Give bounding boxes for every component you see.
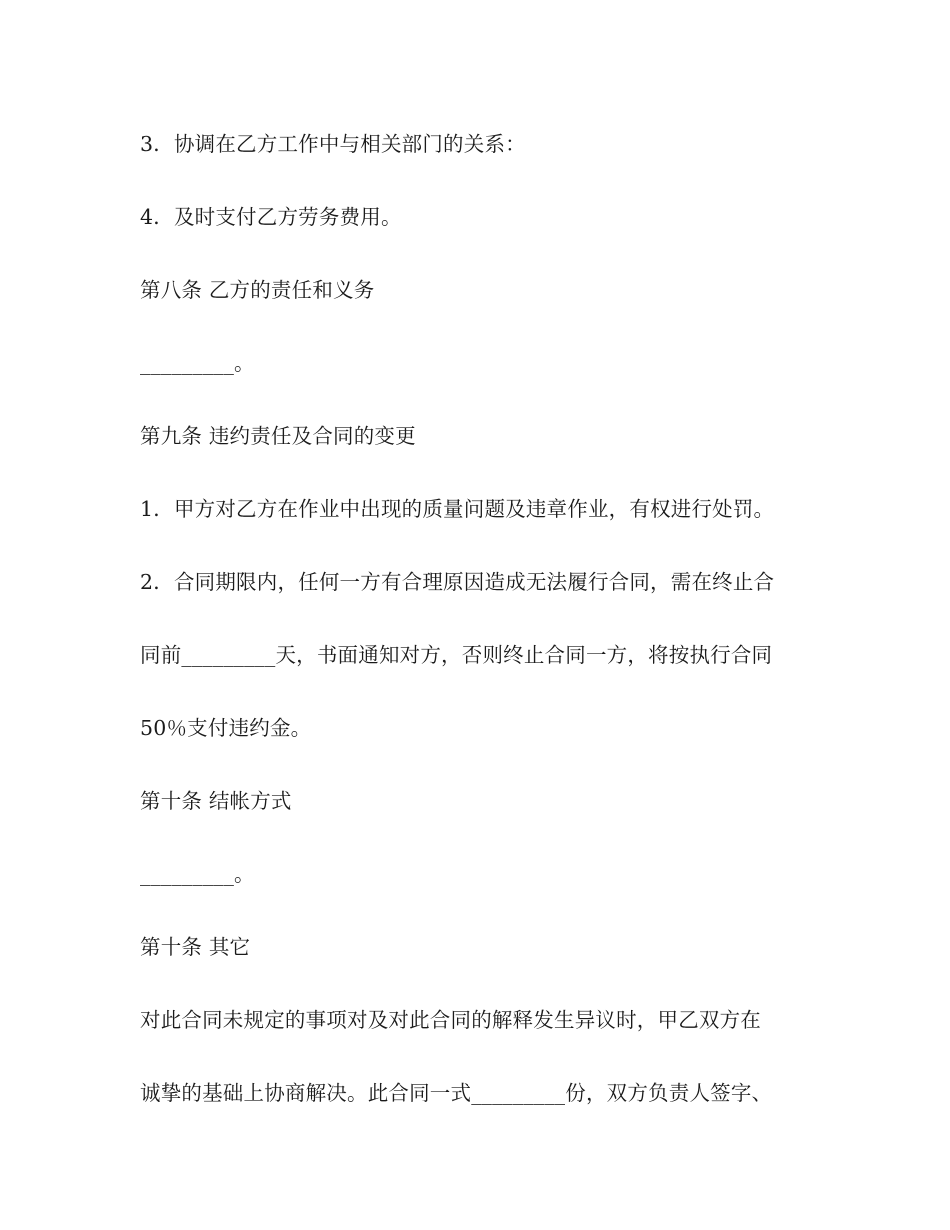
article-9-item-2-cont: 同前_________天，书面通知对方，否则终止合同一方，将按执行合同	[140, 643, 773, 667]
article-8-heading: 第八条 乙方的责任和义务	[140, 278, 375, 302]
article-10-blank: _________。	[140, 862, 255, 886]
article-8-blank: _________。	[140, 351, 255, 375]
clause-7-item-3: 3．协调在乙方工作中与相关部门的关系：	[140, 132, 526, 156]
article-9-heading: 第九条 违约责任及合同的变更	[140, 424, 416, 448]
article-other-paragraph: 对此合同未规定的事项对及对此合同的解释发生异议时，甲乙双方在	[140, 1008, 761, 1032]
article-9-item-2-end: 50％支付违约金。	[140, 716, 312, 740]
article-other-paragraph-cont: 诚挚的基础上协商解决。此合同一式_________份，双方负责人签字、	[140, 1081, 773, 1105]
article-10-heading: 第十条 结帐方式	[140, 789, 292, 813]
clause-7-item-4: 4．及时支付乙方劳务费用。	[140, 205, 402, 229]
article-other-heading: 第十条 其它	[140, 935, 251, 959]
article-9-item-1: 1．甲方对乙方在作业中出现的质量问题及违章作业，有权进行处罚。	[140, 497, 775, 521]
article-9-item-2: 2．合同期限内，任何一方有合理原因造成无法履行合同，需在终止合	[140, 570, 775, 594]
